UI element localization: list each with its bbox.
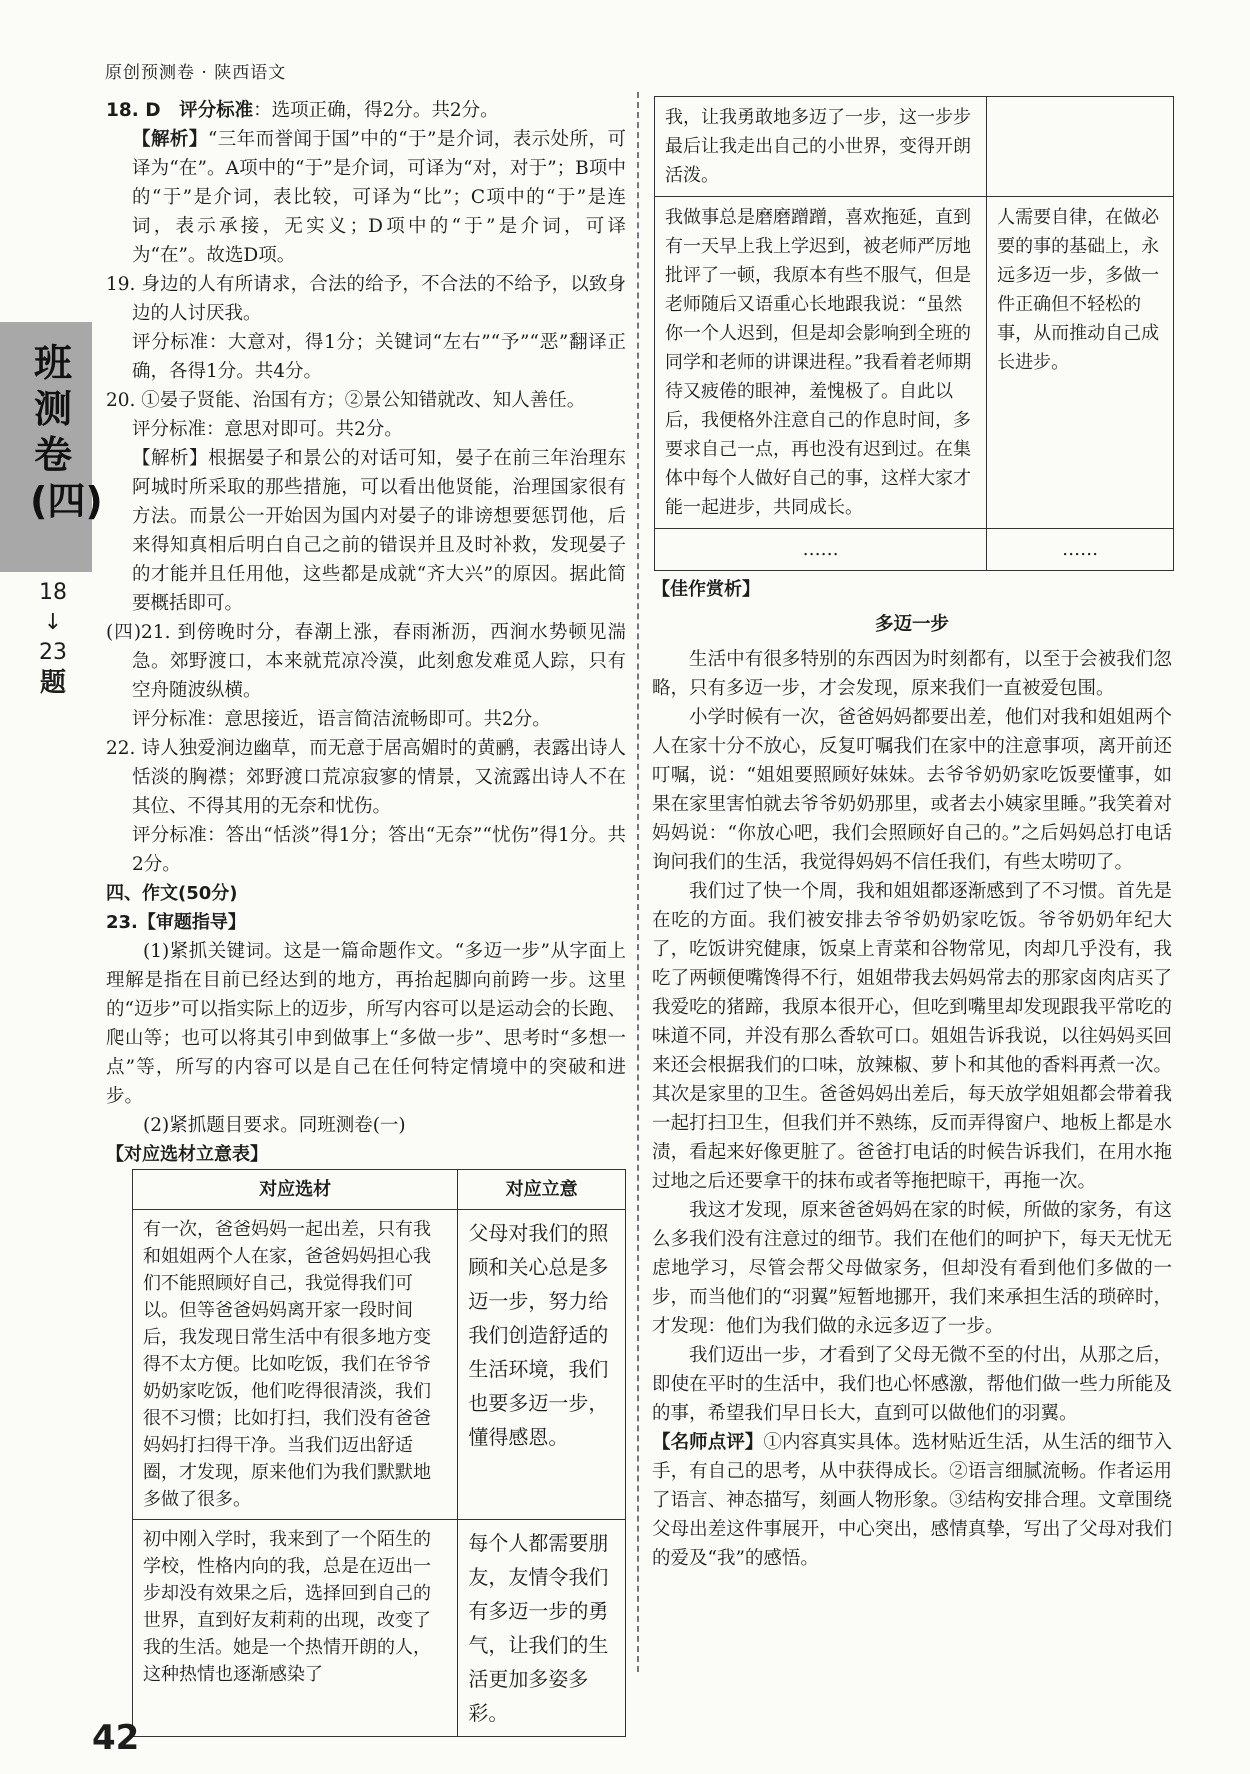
q19-answer: 19. 身边的人有所请求，合法的给予，不合法的不给予，以致身边的人讨厌我。 <box>106 274 626 324</box>
theme-cell: 每个人都需要朋友，友情令我们有多迈一步的勇气，让我们的生活更加多姿多彩。 <box>458 1520 626 1737</box>
range-from: 18 <box>39 580 67 605</box>
q21-answer: (四)21. 到傍晚时分，春潮上涨，春雨淅沥，西涧水势顿见湍急。郊野渡口，本来就荒凉冷漠，此刻愈发难觅人踪，只有空舟随波纵横。 <box>106 622 626 701</box>
essay-title: 多迈一步 <box>874 614 949 635</box>
q19-score: 评分标准：大意对，得1分；关键词“左右”“予”“恶”翻译正确，各得1分。共4分。 <box>132 332 626 382</box>
q20-analysis: 【解析】根据晏子和景公的对话可知，晏子在前三年治理东阿城时所采取的那些措施，可以看出他贤能，治理国家很有方法。而景公一开始因为国内对晏子的诽谤想要惩罚他，后来得知真相后明白自己之前的错误并且及时补救，发现晏子的才能并且任用他，这些都是成就“齐大兴”的原因。据此简要概括即可。 <box>132 448 626 614</box>
range-arrow: ↓ <box>43 610 63 635</box>
column-divider <box>637 92 639 1672</box>
range-suffix: 题 <box>39 668 66 698</box>
range-to: 23 <box>39 640 67 665</box>
material-cell: 我做事总是磨磨蹭蹭，喜欢拖延，直到有一天早上我上学迟到，被老师严厉地批评了一顿，我原本有些不服气，但是老师随后又语重心长地跟我说：“虽然你一个人迟到，但是却会影响到全班的同学和老师的讲课进程。”我看着老师期待又疲倦的眼神，羞愧极了。自此以后，我便格外注意自己的作息时间，多要求自己一点，再也没有迟到过。在集体中每个人做好自己的事，这样大家才能一起进步，共同成长。 <box>655 197 987 529</box>
material-header: 对应选材 <box>133 1170 458 1210</box>
q18-analysis-text: “三年而誉闻于国”中的“于”是介词，表示处所，可译为“在”。A项中的“于”是介词，可译为“对，对于”；B项中的“于”是介词，表比较，可译为“比”；C项中的“于”是连词，表示承接，无实义；D项中的“于”是介词，可译为“在”。故选D项。 <box>132 129 626 266</box>
table-row <box>655 197 1174 529</box>
analysis-label: 【解析】 <box>132 129 208 150</box>
theme-cell: 父母对我们的照顾和关心总是多迈一步，努力给我们创造舒适的生活环境，我们也要多迈一步，懂得感恩。 <box>458 1210 626 1520</box>
right-column <box>652 96 1172 1573</box>
q23-keyword: (1)紧抓关键词。这是一篇命题作文。“多迈一步”从字面上理解是指在目前已经达到的地方，再抬起脚向前跨一步。这里的“迈步”可以指实际上的迈步，所写内容可以是运动会的长跑、爬山等；也可以将其引申到做事上“多做一步”、思考时“多想一点”等，所写的内容可以是自己在任何特定情境中的突破和进步。 <box>106 941 626 1107</box>
q20-score: 评分标准：意思对即可。共2分。 <box>132 419 403 440</box>
teacher-comment-label: 【名师点评】 <box>652 1432 764 1453</box>
material-cell: 初中刚入学时，我来到了一个陌生的学校，性格内向的我，总是在迈出一步却没有效果之后，选择回到自己的世界，直到好友莉莉的出现，改变了我的生活。她是一个热情开朗的人，这种热情也逐渐感染了 <box>133 1520 458 1737</box>
q18-label: 评分标准 <box>179 100 254 121</box>
q18-score: ：选项正确，得2分。共2分。 <box>253 100 499 121</box>
q18-number: 18. D <box>106 100 180 121</box>
q23-heading: 23.【审题指导】 <box>106 912 246 933</box>
essay-paragraph: 我这才发现，原来爸爸妈妈在家的时候，所做的家务，有这么多我们没有注意过的细节。我们在他们的呵护下，每天无忧无虑地学习，尽管会帮父母做家务，但却没有看到他们多做的一步，而当他们的“羽翼”短暂地挪开，我们来承担生活的琐碎时，才发现：他们为我们做的永远多迈了一步。 <box>652 1200 1172 1337</box>
material-table-continued <box>654 96 1174 571</box>
essay-paragraph: 我们过了快一个周，我和姐姐都逐渐感到了不习惯。首先是在吃的方面。我们被安排去爷爷奶奶家吃饭。爷爷奶奶年纪大了，吃饭讲究健康，饭桌上青菜和谷物常见，肉却几乎没有，我吃了两顿便嘴馋得不行，姐姐带我去妈妈常去的那家卤肉店买了我爱吃的猪蹄，我原本很开心，但吃到嘴里却发现跟我平常吃的味道不同，并没有那么香软可口。姐姐告诉我说，以往妈妈买回来还会根据我们的口味，放辣椒、萝卜和其他的香料再煮一次。其次是家里的卫生。爸爸妈妈出差后，每天放学姐姐都会带着我一起打扫卫生，但我们并不熟练，反而弄得窗户、地板上都是水渍，看起来好像更脏了。爸爸打电话的时候告诉我们，在用水拖过地之后还要拿干的抹布或者等拖把晾干，再拖一次。 <box>652 881 1172 1192</box>
essay-paragraph: 生活中有很多特别的东西因为时刻都有，以至于会被我们忽略，只有多迈一步，才会发现，原来我们一直被爱包围。 <box>652 649 1172 699</box>
model-essay-label: 【佳作赏析】 <box>652 579 760 600</box>
table-row <box>655 529 1174 571</box>
material-table <box>132 1169 626 1737</box>
table-row <box>133 1520 626 1737</box>
q20-answer: 20. ①晏子贤能、治国有方；②景公知错就改、知人善任。 <box>106 390 586 411</box>
essay-paragraph: 我们迈出一步，才看到了父母无微不至的付出，从那之后，即使在平时的生活中，我们也心怀感激，帮他们做一些力所能及的事，希望我们早日长大，直到可以做他们的羽翼。 <box>652 1345 1172 1424</box>
question-range <box>30 578 76 698</box>
teacher-comment <box>652 1428 1172 1573</box>
page-number: 42 <box>92 1718 140 1758</box>
material-cell: 我，让我勇敢地多迈了一步，这一步步最后让我走出自己的小世界，变得开朗活泼。 <box>655 97 987 197</box>
section-tab-label: 班测卷(四) <box>30 341 103 523</box>
table-row <box>133 1210 626 1520</box>
material-cell: …… <box>655 529 987 571</box>
page-header: 原创预测卷 · 陕西语文 <box>105 63 287 83</box>
theme-cell <box>987 97 1174 197</box>
section-tab <box>0 322 103 572</box>
q22-answer: 22. 诗人独爱涧边幽草，而无意于居高媚时的黄鹂，表露出诗人恬淡的胸襟；郊野渡口荒凉寂寥的情景，又流露出诗人不在其位、不得其用的无奈和忧伤。 <box>106 738 626 817</box>
essay-paragraph: 小学时候有一次，爸爸妈妈都要出差，他们对我和姐姐两个人在家十分不放心，反复叮嘱我们在家中的注意事项，离开前还叮嘱，说：“姐姐要照顾好妹妹。去爷爷奶奶家吃饭要懂事，如果在家里害怕就去爷爷奶奶那里，或者去小姨家里睡。”我笑着对妈妈说：“你放心吧，我们会照顾好自己的。”之后妈妈总打电话询问我们的生活，我觉得妈妈不信任我们，有些太唠叨了。 <box>652 707 1172 873</box>
section-4-title: 四、作文(50分) <box>106 883 238 904</box>
material-cell: 有一次，爸爸妈妈一起出差，只有我和姐姐两个人在家，爸爸妈妈担心我们不能照顾好自己，我觉得我们可以。但等爸爸妈妈离开家一段时间后，我发现日常生活中有很多地方变得不太方便。比如吃饭，我们在爷爷奶奶家吃饭，他们吃得很清淡，我们很不习惯；比如打扫，我们没有爸爸妈妈打扫得干净。当我们迈出舒适圈，才发现，原来他们为我们默默地多做了很多。 <box>133 1210 458 1520</box>
theme-cell: 人需要自律，在做必要的事的基础上，永远多迈一步，多做一件正确但不轻松的事，从而推动自己成长进步。 <box>987 197 1174 529</box>
material-table-title: 【对应选材立意表】 <box>106 1144 268 1165</box>
q18-analysis <box>106 125 626 270</box>
theme-header: 对应立意 <box>458 1170 626 1210</box>
table-row <box>655 97 1174 197</box>
left-column <box>106 96 626 1737</box>
theme-cell: …… <box>987 529 1174 571</box>
q22-score: 评分标准：答出“恬淡”得1分；答出“无奈”“忧伤”得1分。共2分。 <box>132 825 626 875</box>
teacher-comment-text: ①内容真实具体。选材贴近生活，从生活的细节入手，有自己的思考，从中获得成长。②语言细腻流畅。作者运用了语言、神态描写，刻画人物形象。③结构安排合理。文章围绕父母出差这件事展开，中心突出，感情真挚，写出了父母对我们的爱及“我”的感悟。 <box>652 1432 1172 1569</box>
q21-score: 评分标准：意思接近，语言简洁流畅即可。共2分。 <box>132 709 551 730</box>
q18-answer <box>106 96 626 125</box>
q23-requirement: (2)紧抓题目要求。同班测卷(一) <box>143 1115 406 1136</box>
